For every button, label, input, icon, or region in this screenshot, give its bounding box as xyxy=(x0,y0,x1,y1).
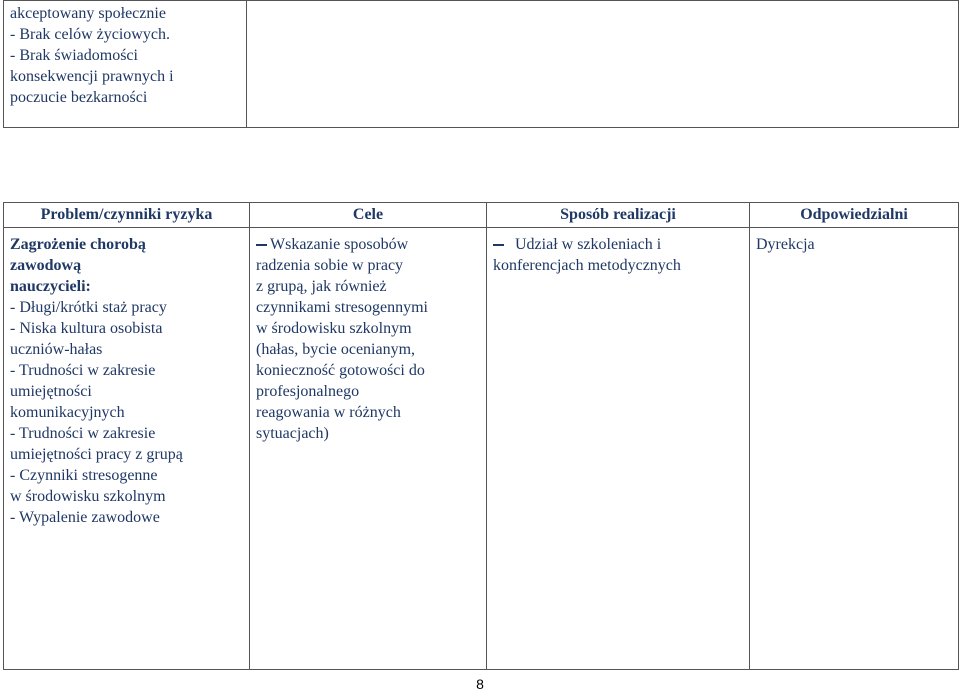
top-right-cell xyxy=(247,1,959,128)
problem-line: umiejętności xyxy=(10,383,92,400)
method-line: Udział w szkoleniach i xyxy=(515,236,662,253)
goals-line: z grupą, jak również xyxy=(256,278,387,295)
method-list-item xyxy=(493,234,743,255)
goals-line: konieczność gotowości do xyxy=(256,362,425,379)
problem-line: umiejętności pracy z grupą xyxy=(10,446,183,463)
goals-line: reagowania w różnych xyxy=(256,404,401,421)
dash-bullet-icon xyxy=(493,234,515,255)
problem-line: komunikacyjnych xyxy=(10,404,125,421)
method-line: konferencjach metodycznych xyxy=(493,257,681,274)
text-line: poczucie bezkarności xyxy=(10,89,148,106)
responsible-cell xyxy=(750,228,959,670)
text-line: akceptowany społecznie xyxy=(10,5,166,22)
problem-line: w środowisku szkolnym xyxy=(10,488,166,505)
risk-table xyxy=(3,202,959,670)
header-problem: Problem/czynniki ryzyka xyxy=(4,203,250,228)
problem-line: - Niska kultura osobista xyxy=(10,320,163,337)
problem-line: - Długi/krótki staż pracy xyxy=(10,299,167,316)
goals-cell xyxy=(250,228,487,670)
text-line: - Brak celów życiowych. xyxy=(10,26,170,43)
goals-line: profesjonalnego xyxy=(256,383,360,400)
responsible-text: Dyrekcja xyxy=(756,236,815,253)
problem-title-line: zawodową xyxy=(10,257,82,274)
problem-line: uczniów-hałas xyxy=(10,341,103,358)
header-row xyxy=(4,203,959,228)
goals-line: Wskazanie sposobów xyxy=(270,236,409,253)
goals-list-item xyxy=(256,234,480,255)
text-line: - Brak świadomości xyxy=(10,47,138,64)
table-row xyxy=(4,228,959,670)
page-number: 8 xyxy=(476,676,484,692)
goals-line: sytuacjach) xyxy=(256,425,329,442)
header-goals: Cele xyxy=(250,203,487,228)
problem-line: - Wypalenie zawodowe xyxy=(10,509,160,526)
header-method: Sposób realizacji xyxy=(487,203,750,228)
header-responsible: Odpowiedzialni xyxy=(750,203,959,228)
problem-cell xyxy=(4,228,250,670)
top-left-cell xyxy=(4,1,247,128)
goals-line: (hałas, bycie ocenianym, xyxy=(256,341,416,358)
problem-line: - Trudności w zakresie xyxy=(10,425,156,442)
problem-line: - Czynniki stresogenne xyxy=(10,467,158,484)
goals-line: czynnikami stresogennymi xyxy=(256,299,428,316)
goals-line: w środowisku szkolnym xyxy=(256,320,412,337)
problem-title-line: Zagrożenie chorobą xyxy=(10,236,146,253)
goals-line: radzenia sobie w pracy xyxy=(256,257,404,274)
top-table xyxy=(3,0,959,128)
problem-title-line: nauczycieli: xyxy=(10,278,91,295)
method-cell xyxy=(487,228,750,670)
dash-bullet-icon xyxy=(256,234,270,255)
problem-line: - Trudności w zakresie xyxy=(10,362,156,379)
text-line: konsekwencji prawnych i xyxy=(10,68,174,85)
